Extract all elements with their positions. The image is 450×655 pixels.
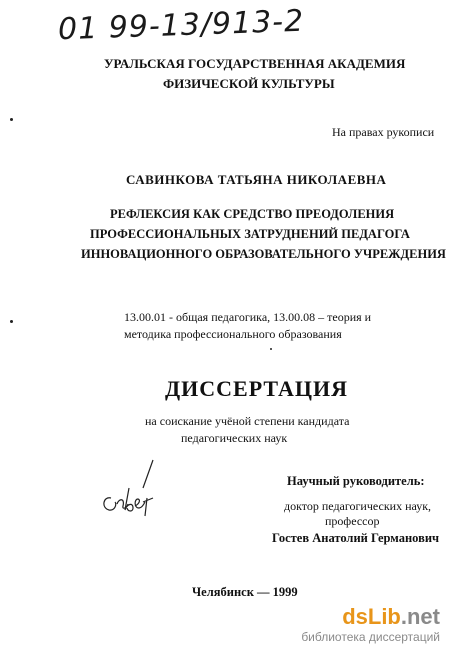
thesis-title-line-1: РЕФЛЕКСИЯ КАК СРЕДСТВО ПРЕОДОЛЕНИЯ — [110, 207, 395, 221]
watermark-brand-part2: .net — [400, 604, 440, 629]
author-name: САВИНКОВА ТАТЬЯНА НИКОЛАЕВНА — [126, 172, 387, 187]
advisor-degree: доктор педагогических наук, — [284, 499, 432, 513]
city-and-year: Челябинск — 1999 — [192, 585, 298, 599]
scan-speck — [10, 320, 13, 323]
thesis-title-line-3: ИННОВАЦИОННОГО ОБРАЗОВАТЕЛЬНОГО УЧРЕЖДЕНИЯ — [81, 247, 446, 261]
specialty-line-1: 13.00.01 - общая педагогика, 13.00.08 – теория и — [124, 310, 372, 324]
organization-line-1: УРАЛЬСКАЯ ГОСУДАРСТВЕННАЯ АКАДЕМИЯ — [104, 56, 406, 71]
handwritten-signature — [95, 458, 165, 518]
specialty-line-2: методика профессионального образования — [124, 327, 342, 341]
advisor-title: профессор — [325, 514, 380, 528]
watermark-tagline: библиотека диссертаций — [301, 630, 440, 644]
organization-line-2: ФИЗИЧЕСКОЙ КУЛЬТУРЫ — [163, 76, 335, 91]
watermark-brand — [342, 604, 440, 630]
handwritten-catalog-number: 01 99-13/913-2 — [57, 3, 305, 48]
watermark-brand-part1: dsLib — [342, 604, 401, 629]
manuscript-rights-note: На правах рукописи — [332, 125, 435, 139]
scan-speck — [270, 348, 272, 350]
advisor-name: Гостев Анатолий Германович — [272, 531, 440, 545]
document-type-heading: ДИССЕРТАЦИЯ — [165, 376, 348, 401]
degree-line-2: педагогических наук — [181, 431, 288, 445]
advisor-label: Научный руководитель: — [287, 474, 425, 488]
scan-speck — [10, 118, 13, 121]
degree-line-1: на соискание учёной степени кандидата — [145, 414, 350, 428]
thesis-title-line-2: ПРОФЕССИОНАЛЬНЫХ ЗАТРУДНЕНИЙ ПЕДАГОГА — [90, 227, 410, 241]
